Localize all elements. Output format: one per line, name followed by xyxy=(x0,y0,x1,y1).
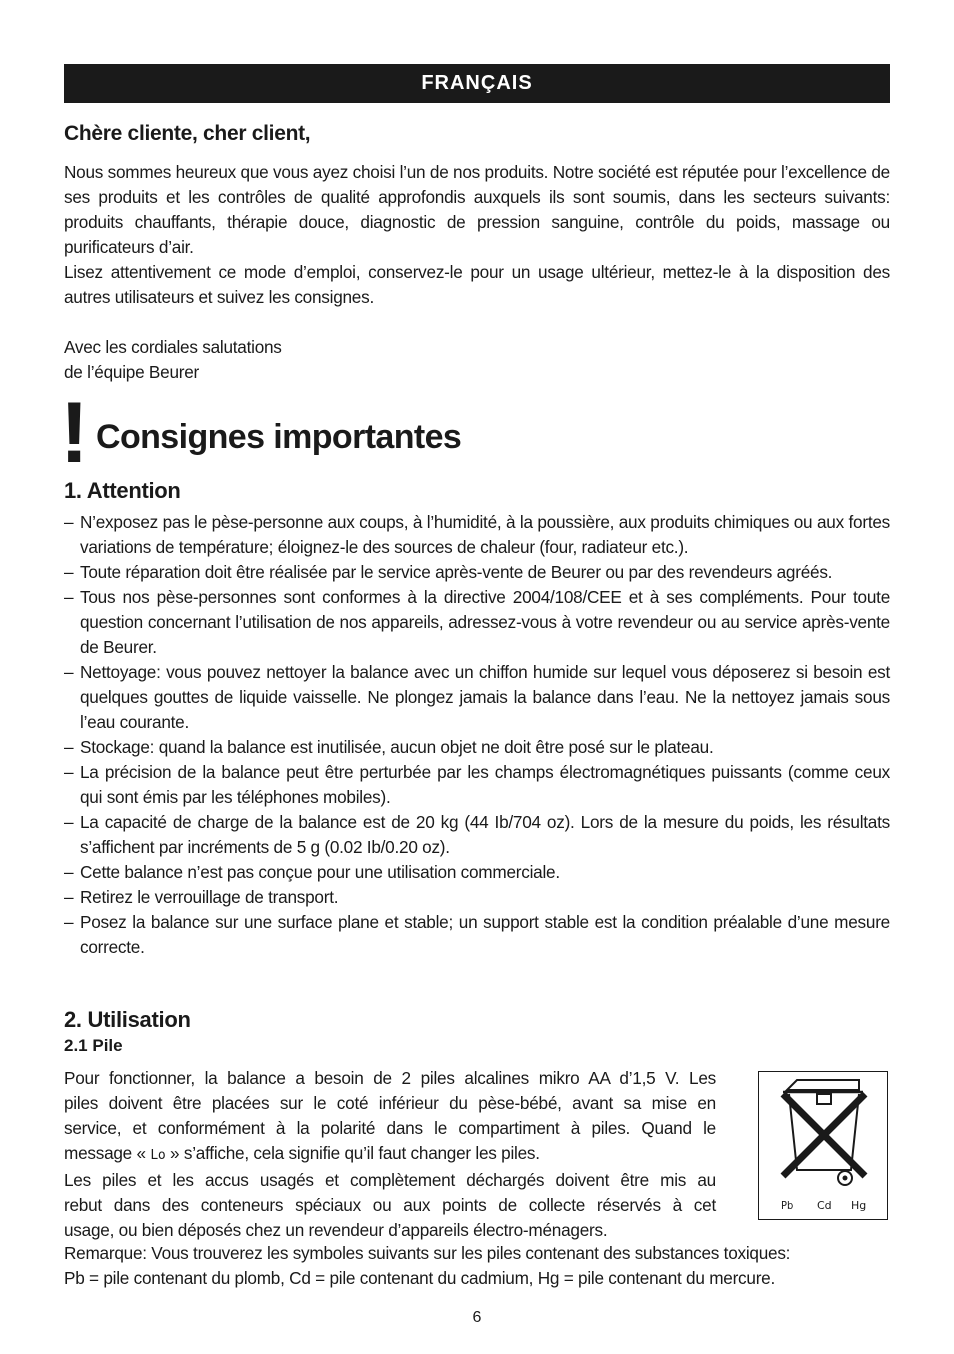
dash-bullet: – xyxy=(64,762,74,782)
text-line: rebut dans des conteneurs spéciaux ou aux points de collecte réservés à cet xyxy=(64,1195,716,1215)
remark-line-2: Pb = pile contenant du plomb, Cd = pile contenant du cadmium, Hg = pile contenant du mercure. xyxy=(64,1268,776,1288)
intro-paragraph-1: Nous sommes heureux que vous ayez choisi l’un de nos produits. Notre société est réputée pour l’excellence de ses produits et les contrôles de qualité approfondis auxquels ils sont soumis, dans les secteurs suivants: produits chauffants, thérapie douce, diagnostic de pression sanguine, contrôle du poids, massage ou purificateurs d’air. xyxy=(64,162,890,257)
list-item xyxy=(64,910,890,960)
crossed-bin-graphic xyxy=(759,1072,886,1218)
greeting: Chère cliente, cher client, xyxy=(64,122,311,145)
attention-list xyxy=(64,510,890,960)
text-line xyxy=(64,1141,716,1168)
intro-paragraph-2: Lisez attentivement ce mode d’emploi, conservez-le pour un usage ultérieur, mettez-le à la disposition des autres utilisateurs et suivez les consignes. xyxy=(64,262,890,307)
page-number: 6 xyxy=(472,1309,482,1326)
list-item xyxy=(64,510,890,560)
closing-line-2: de l’équipe Beurer xyxy=(64,362,200,382)
hg-label: Hg xyxy=(851,1199,867,1212)
remark-line-1: Remarque: Vous trouverez les symboles suivants sur les piles contenant des substances toxiques: xyxy=(64,1243,791,1263)
pile-paragraph xyxy=(64,1066,716,1243)
list-item-text: N’exposez pas le pèse-personne aux coups, à l’humidité, à la poussière, aux produits chimiques ou aux fortes variations de température; éloignez-le des sources de chaleur (four, radiateur etc.). xyxy=(80,512,890,557)
text-line: Pour fonctionner, la balance a besoin de 2 piles alcalines mikro AA d’1,5 V. Les xyxy=(64,1068,716,1088)
utilisation-heading: 2. Utilisation xyxy=(64,1007,191,1032)
dash-bullet: – xyxy=(64,887,74,907)
list-item xyxy=(64,810,890,860)
list-item-text: Posez la balance sur une surface plane et stable; un support stable est la condition préalable d’une mesure correcte. xyxy=(80,912,890,957)
lo-display-code: Lo xyxy=(150,1148,166,1163)
message-suffix: » s’affiche, cela signifie qu’il faut changer les piles. xyxy=(165,1143,540,1163)
dash-bullet: – xyxy=(64,737,74,757)
dash-bullet: – xyxy=(64,662,74,682)
text-line: Les piles et les accus usagés et complètement déchargés doivent être mis au xyxy=(64,1170,716,1190)
list-item-text: Retirez le verrouillage de transport. xyxy=(80,887,339,907)
message-prefix: message « xyxy=(64,1143,151,1163)
list-item xyxy=(64,660,890,735)
crossed-bin-icon xyxy=(758,1071,888,1220)
list-item xyxy=(64,885,890,910)
list-item-text: Toute réparation doit être réalisée par le service après-vente de Beurer ou par des revendeurs agréés. xyxy=(80,562,833,582)
list-item xyxy=(64,860,890,885)
list-item-text: Cette balance n’est pas conçue pour une utilisation commerciale. xyxy=(80,862,560,882)
list-item xyxy=(64,760,890,810)
text-line: service, et conformément à la polarité dans le compartiment à piles. Quand le xyxy=(64,1118,716,1138)
dash-bullet: – xyxy=(64,512,74,532)
closing-line-1: Avec les cordiales salutations xyxy=(64,337,282,357)
list-item-text: Stockage: quand la balance est inutilisée, aucun objet ne doit être posé sur le plateau. xyxy=(80,737,714,757)
list-item xyxy=(64,560,890,585)
text-line: piles doivent être placées sur le coté inférieur du pèse-bébé, avant sa mise en xyxy=(64,1093,716,1113)
list-item-text: Nettoyage: vous pouvez nettoyer la balance avec un chiffon humide sur lequel vous déposerez si besoin est quelques gouttes de liquide vaisselle. Ne plongez jamais la balance dans l’eau. Ne la nettoyez jamais sous l’eau courante. xyxy=(80,662,890,732)
list-item xyxy=(64,735,890,760)
dash-bullet: – xyxy=(64,812,74,832)
dash-bullet: – xyxy=(64,862,74,882)
list-item xyxy=(64,585,890,660)
pile-subheading: 2.1 Pile xyxy=(64,1036,123,1055)
language-banner: FRANÇAIS xyxy=(64,64,890,103)
text-line: usage, ou bien déposés chez un revendeur d’appareils électro-ménagers. xyxy=(64,1220,608,1240)
cd-label: Cd xyxy=(817,1199,832,1212)
dash-bullet: – xyxy=(64,912,74,932)
list-item-text: La précision de la balance peut être perturbée par les champs électromagnétiques puissants (comme ceux qui sont émis par les téléphones mobiles). xyxy=(80,762,890,807)
list-item-text: La capacité de charge de la balance est de 20 kg (44 Ib/704 oz). Lors de la mesure du poids, les résultats s’affichent par incréments de 5 g (0.02 Ib/0.20 oz). xyxy=(80,812,890,857)
list-item-text: Tous nos pèse-personnes sont conformes à la directive 2004/108/CEE et à ses compléments. Pour toute question concernant l’utilisation de nos appareils, adressez-vous à votre revendeur ou au service après-vente de Beurer. xyxy=(80,587,890,657)
dash-bullet: – xyxy=(64,562,74,582)
attention-heading: 1. Attention xyxy=(64,478,181,503)
dash-bullet: – xyxy=(64,587,74,607)
section-title: Consignes importantes xyxy=(96,418,462,456)
warning-exclamation-icon: ! xyxy=(60,385,89,481)
pb-label: Pb xyxy=(781,1199,794,1212)
